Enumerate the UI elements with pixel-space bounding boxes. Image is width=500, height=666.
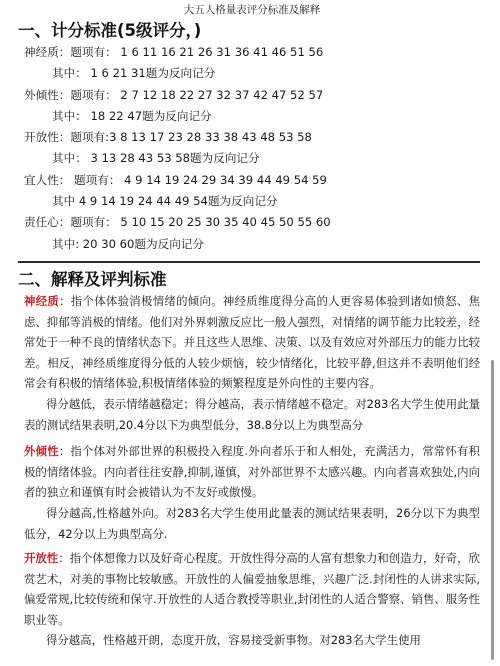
- score-line-openness: 开放性：题项有:3 8 13 17 23 28 33 38 43 48 53 58: [24, 130, 312, 145]
- reverse-line-agreeableness: 其中 4 9 14 19 24 44 49 54题为反向记分: [52, 194, 278, 209]
- score-line-extraversion: 外倾性：题项有： 2 7 12 18 22 27 32 37 42 47 52 57: [24, 87, 324, 102]
- section1-heading: 一、计分标准(5级评分，): [18, 21, 202, 40]
- neuroticism-text: ：指个体体验消极情绪的倾向。神经质维度得分高的人更容易体验到诸如愤怒、焦虑、抑郁等消极的情绪。他们对外界刺激反应比一般人强烈，对情绪的调节能力比较差，经常处于一种不良的情绪状态下。并且这些人思维、决策、以及有效应对外部压力的能力比较差。相反，神经质维度得分低的人较少烦恼，较少情绪化，比较平静,但这并不表明他们经常会有积极的情绪体验,积极情绪体验的频繁程度是外向性的主要内容。: [24, 293, 480, 391]
- reverse-line-extraversion: 其中： 18 22 47题为反向记分: [52, 108, 212, 123]
- openness-text: ：指个体想像力以及好奇心程度。开放性得分高的人富有想象力和创造力，好奇，欣赏艺术，对美的事物比较敏感。开放性的人偏爱抽象思维，兴趣广泛.封闭性的人讲求实际,偏爱常规,比较传统和保守.开放性的人适合教授等职业,封闭性的人适合警察、销售、服务性职业等。: [24, 551, 480, 627]
- section2-heading: 二、解释及评判标准: [18, 269, 167, 289]
- extraversion-definition: [24, 441, 480, 503]
- reverse-line-openness: 其中： 3 13 28 43 53 58题为反向记分: [52, 151, 260, 166]
- section-divider: [18, 261, 480, 263]
- scoring-list: [24, 42, 480, 255]
- term-extraversion: 外倾性: [24, 444, 59, 459]
- term-neuroticism: 神经质: [24, 293, 60, 308]
- neuroticism-definition: [24, 291, 480, 394]
- neuroticism-scoring: 得分越低，表示情绪越稳定；得分越高，表示情绪越不稳定。对283名大学生使用此量表的测试结果表明,20.4分以下为典型低分，38.8分以上为典型高分: [24, 396, 480, 432]
- score-line-neuroticism: 神经质：题项有： 1 6 11 16 21 26 31 36 41 46 51 56: [24, 45, 324, 59]
- score-line-conscientiousness: 责任心：题项有： 5 10 15 20 25 30 35 40 45 50 55 60: [24, 215, 331, 230]
- score-line-agreeableness: 宜人性： 题项有： 4 9 14 19 24 29 34 39 44 49 54 59: [24, 172, 327, 187]
- extraversion-text: ：指个体对外部世界的积极投入程度.外向者乐于和人相处，充满活力，常常怀有积极的情绪体验。内向者往往安静,抑制,谨慎，对外部世界不太感兴趣。内向者喜欢独处,内向者的独立和谨慎有时会被错认为不友好或傲慢。: [24, 444, 480, 500]
- scrollbar[interactable]: [491, 360, 494, 660]
- openness-definition: [24, 548, 480, 630]
- document-title: 大五人格量表评分标准及解释: [183, 4, 321, 16]
- reverse-line-neuroticism: 其中： 1 6 21 31题为反向记分: [52, 66, 216, 81]
- openness-scoring: 得分越高，性格越开朗，态度开放，容易接受新事物。对283名大学生使用: [46, 633, 421, 648]
- extraversion-scoring: 得分越高,性格越外向。对283名大学生使用此量表的测试结果表明，26分以下为典型低分，42分以上为典型高分.: [24, 505, 480, 541]
- term-openness: 开放性: [24, 551, 59, 566]
- reverse-line-conscientiousness: 其中: 20 30 60题为反向记分: [52, 236, 204, 251]
